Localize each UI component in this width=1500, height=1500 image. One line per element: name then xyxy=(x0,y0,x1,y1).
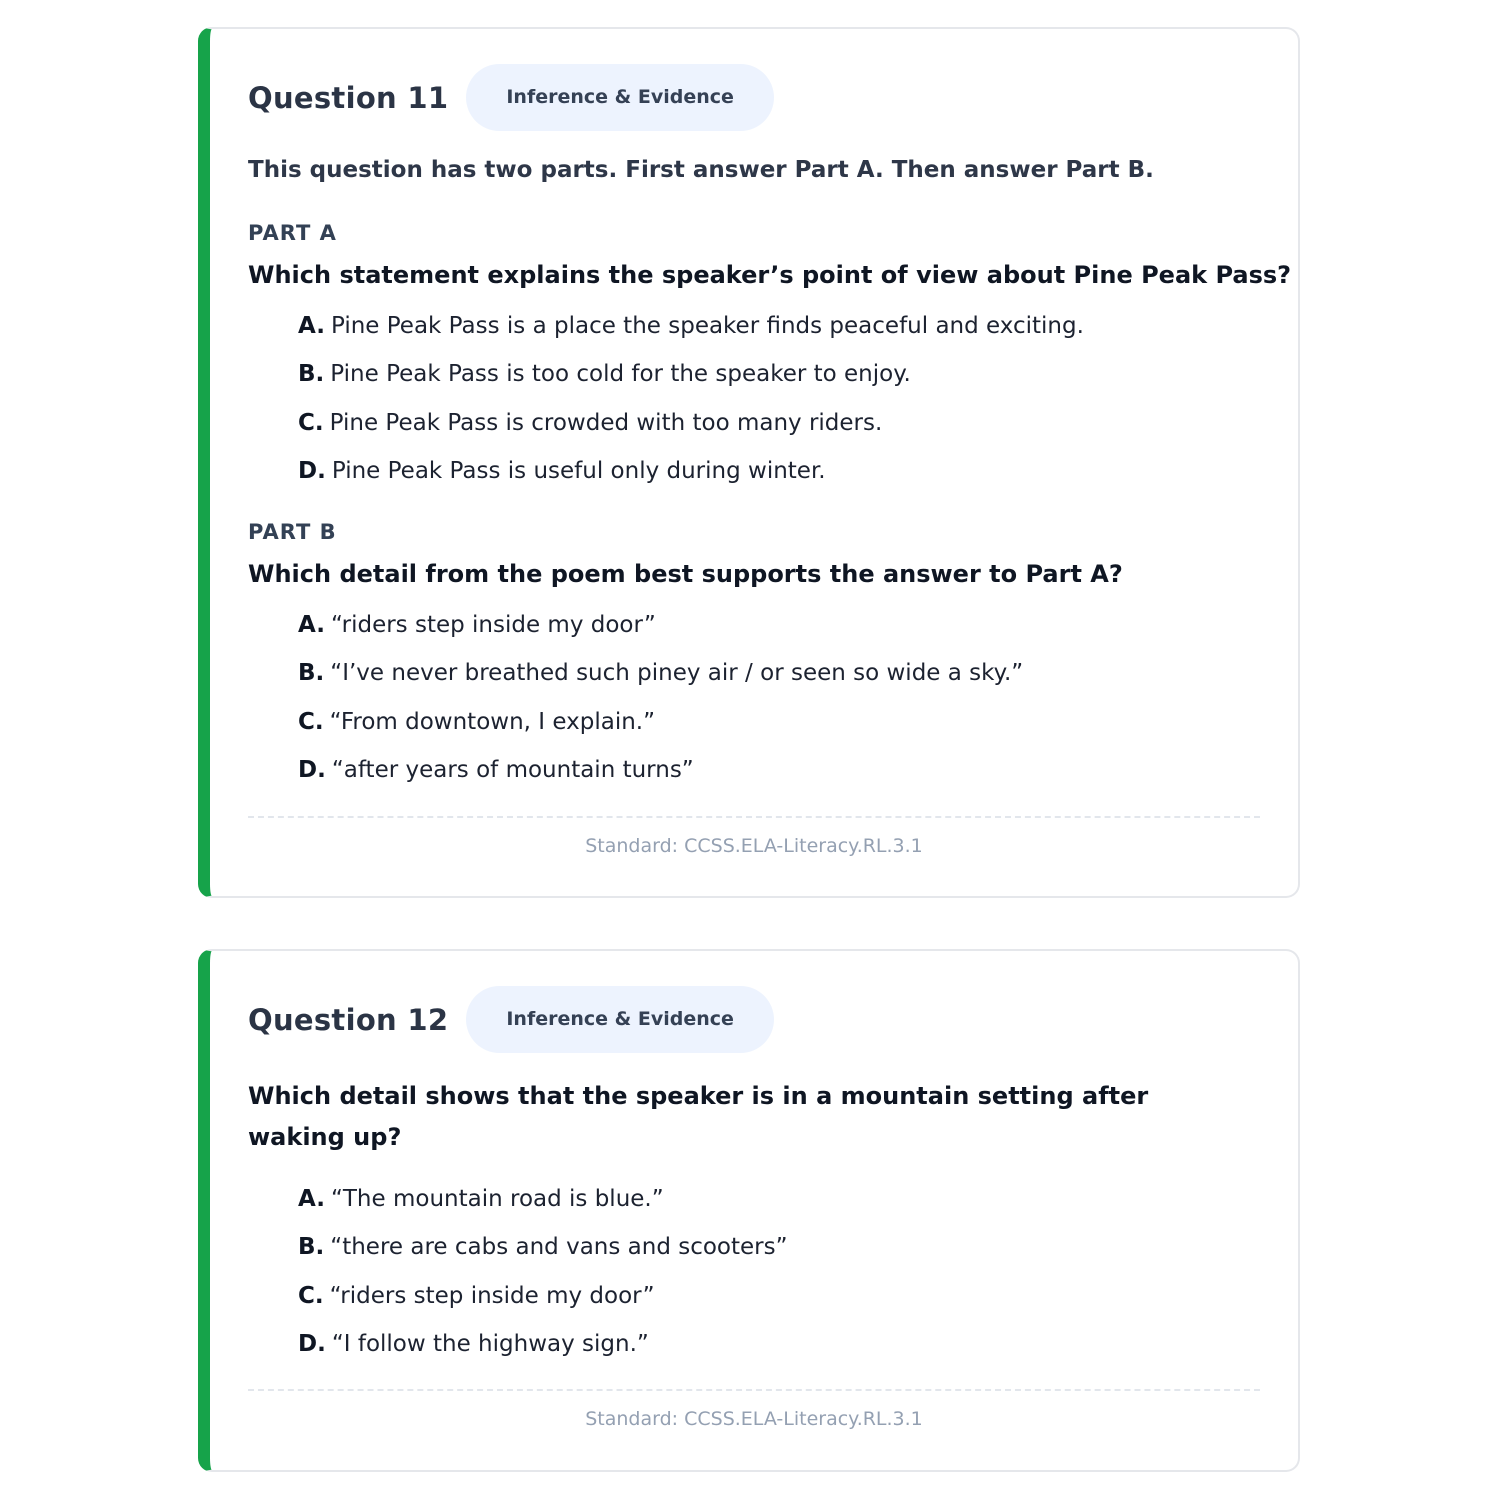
question-title: Question 11 xyxy=(248,80,449,115)
question-card-12 xyxy=(198,949,1300,1472)
choice-letter: D. xyxy=(298,457,326,484)
question-header xyxy=(248,986,774,1053)
choice-text: Pine Peak Pass is crowded with too many riders. xyxy=(329,409,883,436)
skill-tag: Inference & Evidence xyxy=(466,64,774,131)
choice-text: “I follow the highway sign.” xyxy=(331,1330,649,1357)
choice-letter: B. xyxy=(298,660,325,687)
answer-choice-b[interactable] xyxy=(298,350,1084,398)
question-header xyxy=(248,64,774,131)
question-instructions: This question has two parts. First answer Part A. Then answer Part B. xyxy=(248,157,1154,183)
choice-text: “I’ve never breathed such piney air / or seen so wide a sky.” xyxy=(330,660,1024,687)
answer-choice-a[interactable] xyxy=(298,601,1023,649)
card-divider xyxy=(248,1389,1260,1391)
choice-letter: C. xyxy=(298,409,324,436)
choice-text: Pine Peak Pass is too cold for the speaker to enjoy. xyxy=(330,361,911,388)
standard-reference: Standard: CCSS.ELA-Literacy.RL.3.1 xyxy=(585,1408,923,1430)
part-a-stem: Which statement explains the speaker’s point of view about Pine Peak Pass? xyxy=(248,261,1292,289)
choice-text: “riders step inside my door” xyxy=(329,1282,655,1309)
part-b-choices xyxy=(298,601,1023,794)
choice-letter: A. xyxy=(298,313,325,339)
choice-letter: B. xyxy=(298,1234,325,1261)
question-stem: Which detail shows that the speaker is in a mountain setting after waking up? xyxy=(248,1082,1149,1151)
choice-text: “there are cabs and vans and scooters” xyxy=(330,1234,788,1261)
card-divider xyxy=(248,816,1260,818)
choice-text: “after years of mountain turns” xyxy=(331,756,694,783)
part-b-label: PART B xyxy=(248,520,337,544)
question-title: Question 12 xyxy=(248,1002,449,1037)
choice-text: “The mountain road is blue.” xyxy=(330,1186,664,1212)
choice-text: Pine Peak Pass is a place the speaker finds peaceful and exciting. xyxy=(330,313,1084,339)
answer-choice-d[interactable] xyxy=(298,447,1084,495)
answer-choice-c[interactable] xyxy=(298,698,1023,746)
part-a-choices xyxy=(298,302,1084,495)
part-b-stem: Which detail from the poem best supports the answer to Part A? xyxy=(248,560,1123,588)
answer-choice-b[interactable] xyxy=(298,1223,788,1271)
choice-letter: C. xyxy=(298,1282,324,1309)
choice-letter: D. xyxy=(298,1330,326,1357)
standard-reference: Standard: CCSS.ELA-Literacy.RL.3.1 xyxy=(585,835,923,857)
choice-letter: A. xyxy=(298,1186,325,1212)
answer-choice-b[interactable] xyxy=(298,649,1023,697)
choice-letter: A. xyxy=(298,612,325,638)
choice-text: Pine Peak Pass is useful only during winter. xyxy=(331,457,826,484)
answer-choice-d[interactable] xyxy=(298,746,1023,794)
answer-choice-d[interactable] xyxy=(298,1320,788,1368)
answer-choice-c[interactable] xyxy=(298,399,1084,447)
choice-letter: C. xyxy=(298,708,324,735)
choice-letter: B. xyxy=(298,361,325,388)
answer-choice-a[interactable] xyxy=(298,302,1084,350)
choice-text: “From downtown, I explain.” xyxy=(329,708,656,735)
answer-choice-c[interactable] xyxy=(298,1272,788,1320)
question-card-11 xyxy=(198,27,1300,898)
answer-choice-a[interactable] xyxy=(298,1175,788,1223)
part-a-label: PART A xyxy=(248,221,337,245)
choice-text: “riders step inside my door” xyxy=(330,612,656,638)
choice-letter: D. xyxy=(298,756,326,783)
skill-tag: Inference & Evidence xyxy=(466,986,774,1053)
question-choices xyxy=(298,1175,788,1368)
